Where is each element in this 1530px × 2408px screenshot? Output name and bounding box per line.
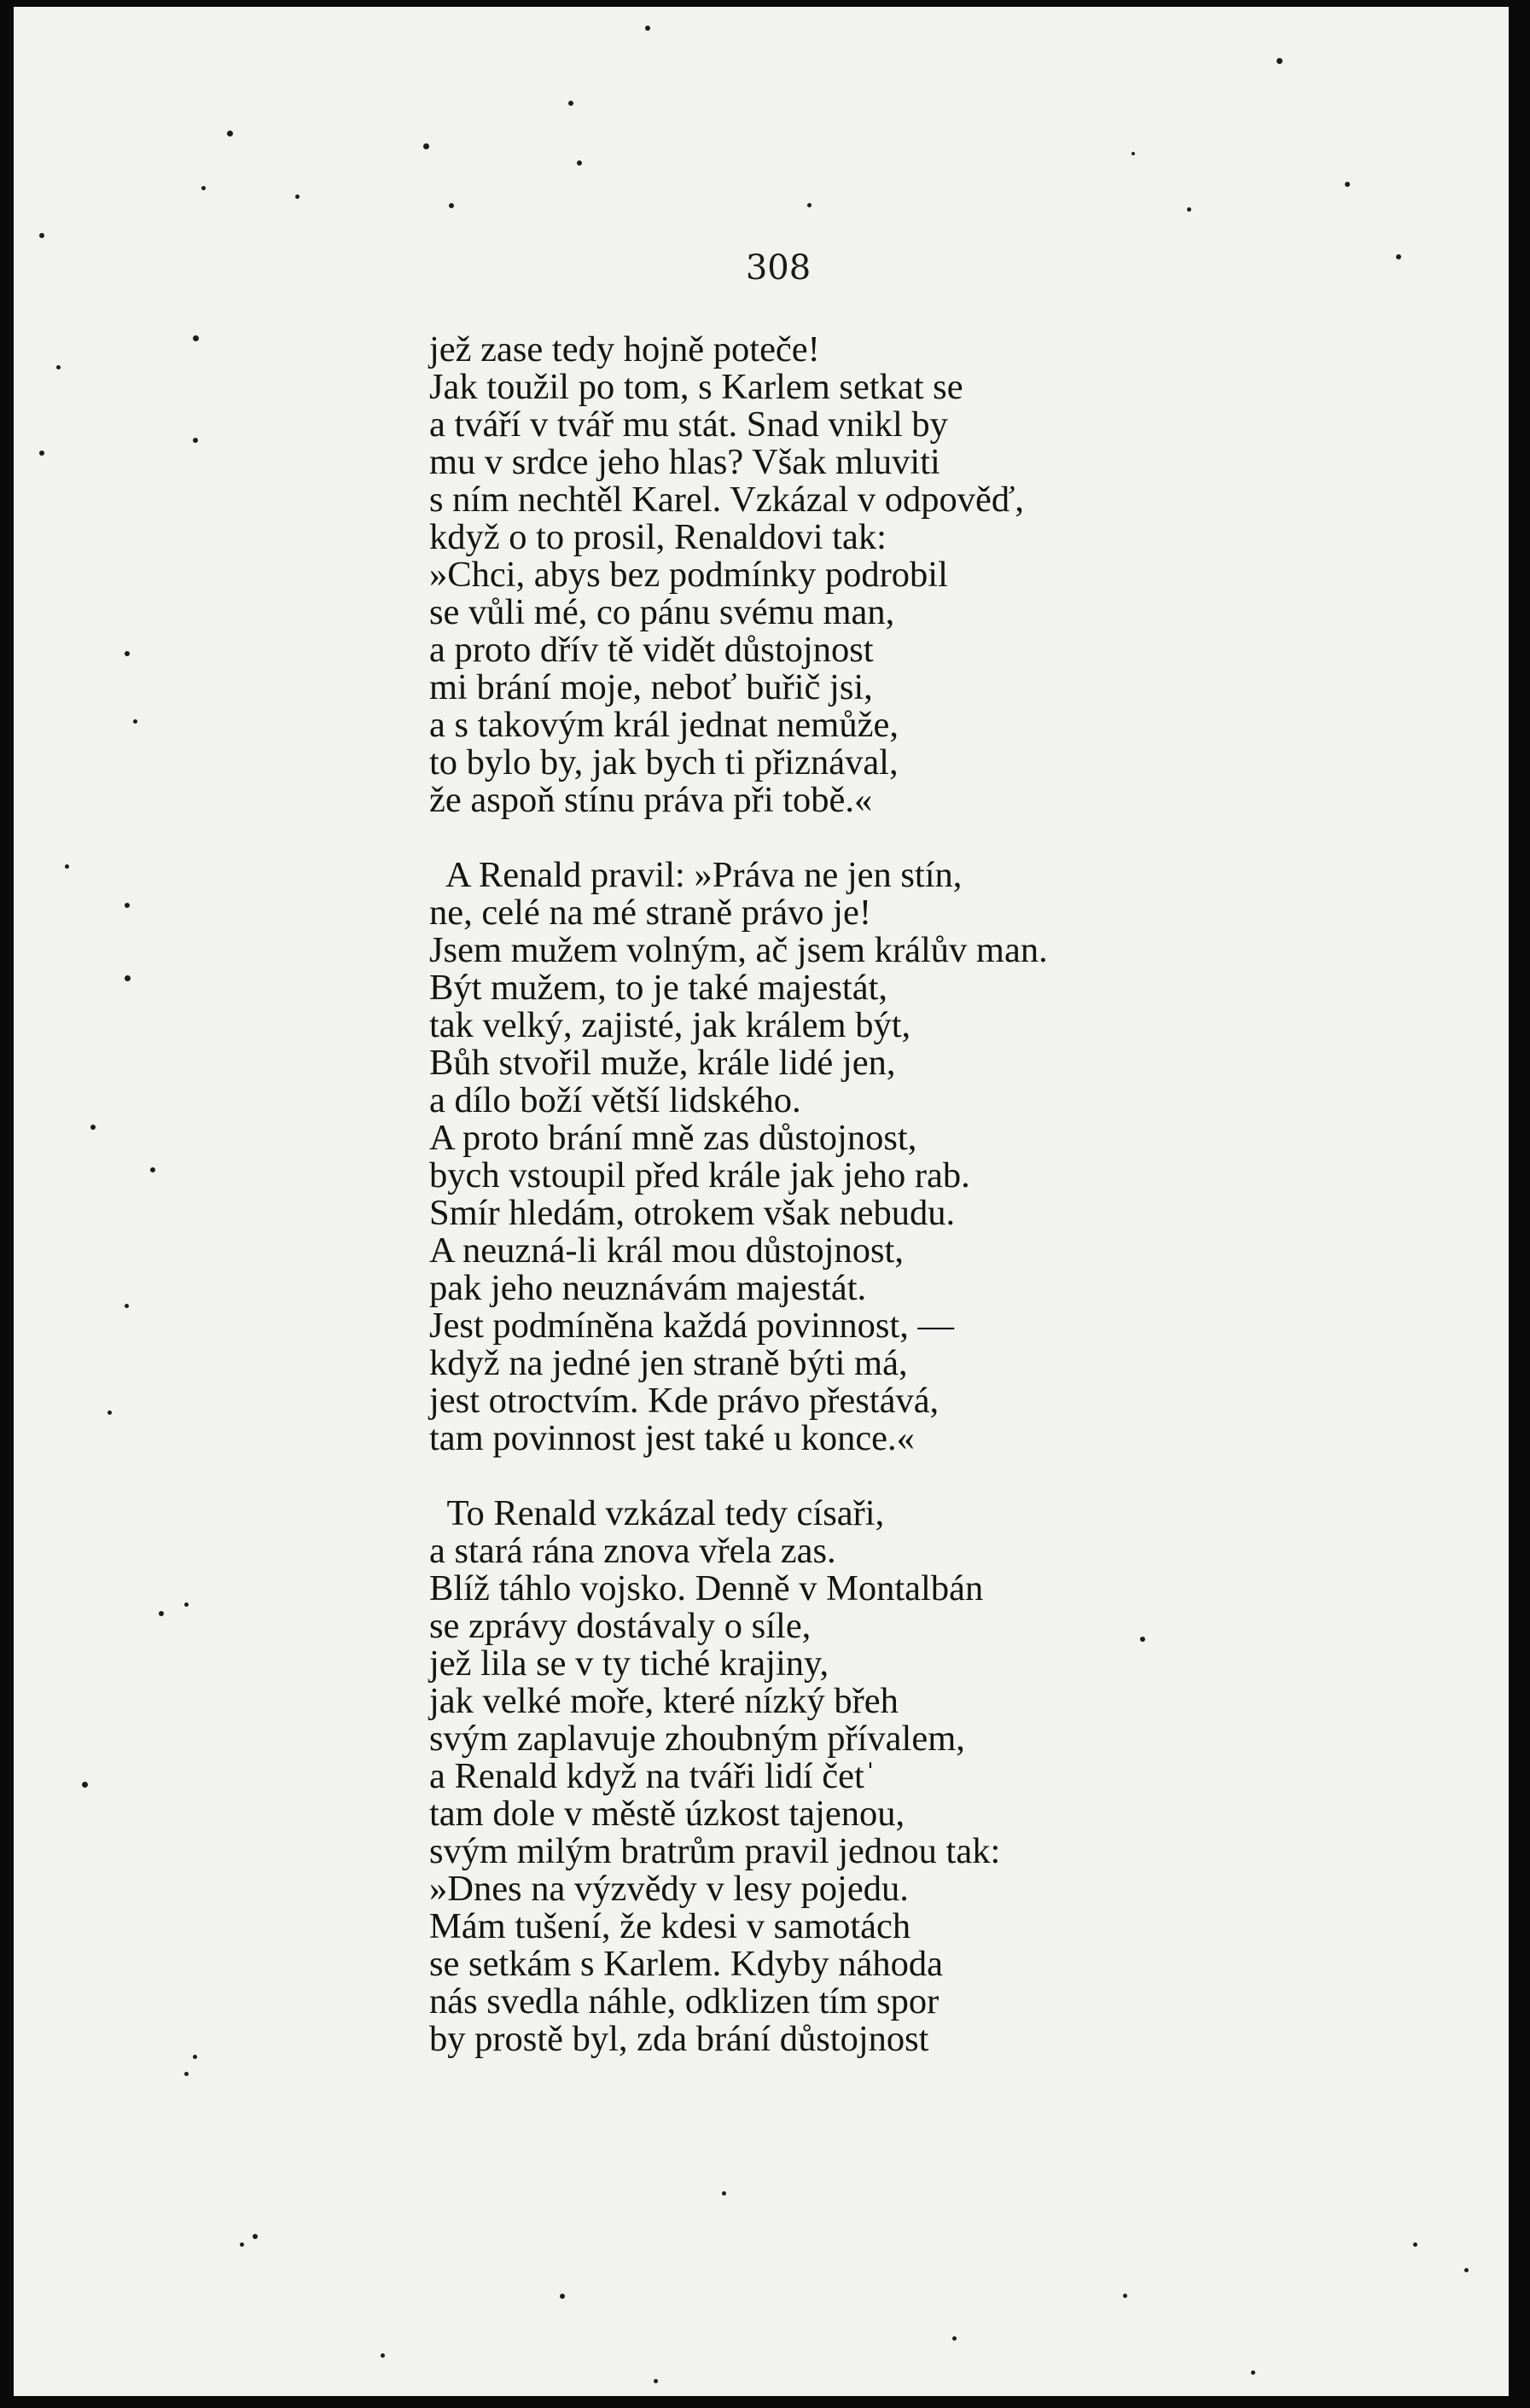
poem-line: A Renald pravil: »Práva ne jen stín, bbox=[429, 855, 963, 895]
poem-line: Jak toužil po tom, s Karlem setkat se bbox=[429, 367, 963, 407]
poem-line: nás svedla náhle, odklizen tím spor bbox=[429, 1981, 940, 2021]
poem-line: že aspoň stínu práva při tobě.« bbox=[429, 780, 873, 820]
poem-line: Jest podmíněna každá povinnost, — bbox=[429, 1306, 954, 1346]
scan-speck bbox=[1396, 254, 1401, 259]
poem-line: tam dole v městě úzkost tajenou, bbox=[429, 1794, 905, 1834]
scan-speck bbox=[125, 651, 130, 656]
scan-speck bbox=[1251, 2370, 1255, 2375]
poem-line: A proto brání mně zas důstojnost, bbox=[429, 1118, 917, 1158]
poem-line: mu v srdce jeho hlas? Však mluviti bbox=[429, 442, 940, 482]
scan-speck bbox=[125, 975, 131, 981]
poem-line: tak velký, zajisté, jak králem být, bbox=[429, 1005, 911, 1045]
poem-line: svým zaplavuje zhoubným přívalem, bbox=[429, 1719, 965, 1759]
scan-speck bbox=[65, 864, 69, 869]
poem-line: jak velké moře, které nízký břeh bbox=[429, 1681, 899, 1721]
poem-line: když o to prosil, Renaldovi tak: bbox=[429, 517, 887, 557]
poem-line: se zprávy dostávaly o síle, bbox=[429, 1606, 812, 1646]
poem-line: Smír hledám, otrokem však nebudu. bbox=[429, 1193, 956, 1233]
scan-speck bbox=[108, 1410, 112, 1415]
poem-line: a proto dřív tě vidět důstojnost bbox=[429, 630, 874, 670]
stanza bbox=[429, 857, 1496, 1457]
scan-speck bbox=[645, 26, 650, 31]
scan-speck bbox=[722, 2191, 726, 2196]
scan-speck bbox=[240, 2242, 244, 2247]
poem-line: Mám tušení, že kdesi v samotách bbox=[429, 1906, 911, 1946]
poem-line: ne, celé na mé straně právo je! bbox=[429, 893, 871, 933]
poem-line: a stará rána znova vřela zas. bbox=[429, 1531, 836, 1571]
scan-speck bbox=[193, 438, 198, 443]
poem-line: Být mužem, to je také majestát, bbox=[429, 968, 887, 1008]
poem-line: mi brání moje, neboť buřič jsi, bbox=[429, 667, 873, 707]
scan-speck bbox=[39, 451, 44, 456]
poem-line: když na jedné jen straně býti má, bbox=[429, 1343, 908, 1383]
scan-speck bbox=[381, 2353, 385, 2358]
poem-line: A neuzná-li král mou důstojnost, bbox=[429, 1230, 904, 1271]
scan-speck bbox=[253, 2234, 258, 2239]
scan-speck bbox=[159, 1611, 164, 1616]
stanza bbox=[429, 331, 1496, 819]
scan-speck bbox=[577, 160, 582, 166]
scan-speck bbox=[184, 2072, 189, 2076]
scan-speck bbox=[227, 131, 233, 137]
scan-speck bbox=[568, 101, 573, 106]
scan-speck bbox=[125, 903, 130, 908]
poem-line: Bůh stvořil muže, krále lidé jen, bbox=[429, 1043, 896, 1083]
scan-speck bbox=[133, 719, 137, 724]
scan-speck bbox=[150, 1167, 155, 1172]
stanza bbox=[429, 1495, 1496, 2058]
book-page bbox=[14, 7, 1509, 2396]
poem-line: »Chci, abys bez podmínky podrobil bbox=[429, 555, 948, 595]
poem-text bbox=[429, 331, 1496, 2096]
scan-speck bbox=[1187, 207, 1191, 212]
poem-line: se vůli mé, co pánu svému man, bbox=[429, 592, 895, 632]
poem-line: a tváří v tvář mu stát. Snad vnikl by bbox=[429, 404, 948, 445]
scan-speck bbox=[1345, 182, 1350, 187]
scan-speck bbox=[1464, 2268, 1469, 2272]
scan-speck bbox=[560, 2294, 565, 2299]
poem-line: pak jeho neuznávám majestát. bbox=[429, 1268, 867, 1308]
poem-line: jež zase tedy hojně poteče! bbox=[429, 329, 820, 369]
scan-speck bbox=[654, 2379, 658, 2383]
poem-line: jež lila se v ty tiché krajiny, bbox=[429, 1643, 829, 1684]
poem-line: a Renald když na tváři lidí četˈ bbox=[429, 1756, 876, 1796]
scan-speck bbox=[952, 2336, 957, 2341]
poem-line: svým milým bratrům pravil jednou tak: bbox=[429, 1831, 1001, 1871]
poem-line: Jsem mužem volným, ač jsem králův man. bbox=[429, 930, 1048, 970]
scan-speck bbox=[295, 195, 300, 199]
scan-speck bbox=[39, 233, 44, 238]
scan-speck bbox=[1277, 58, 1283, 64]
scan-speck bbox=[449, 203, 454, 208]
poem-line: to bylo by, jak bych ti přiznával, bbox=[429, 742, 899, 782]
scan-speck bbox=[56, 365, 61, 369]
scan-speck bbox=[1413, 2242, 1417, 2247]
poem-line: se setkám s Karlem. Kdyby náhoda bbox=[429, 1944, 943, 1984]
poem-line: by prostě byl, zda brání důstojnost bbox=[429, 2019, 929, 2059]
scan-speck bbox=[1132, 152, 1135, 155]
page-number: 308 bbox=[745, 248, 812, 288]
poem-line: a s takovým král jednat nemůže, bbox=[429, 705, 899, 745]
scan-speck bbox=[1123, 2294, 1127, 2298]
poem-line: bych vstoupil před krále jak jeho rab. bbox=[429, 1155, 970, 1195]
scan-speck bbox=[193, 2055, 197, 2059]
poem-line: a dílo boží větší lidského. bbox=[429, 1080, 801, 1120]
scan-speck bbox=[193, 335, 199, 341]
scan-speck bbox=[184, 1602, 189, 1607]
poem-line: tam povinnost jest také u konce.« bbox=[429, 1418, 915, 1458]
scan-speck bbox=[90, 1125, 96, 1130]
poem-line: Blíž táhlo vojsko. Denně v Montalbán bbox=[429, 1568, 984, 1608]
scan-speck bbox=[423, 143, 429, 149]
poem-line: To Renald vzkázal tedy císaři, bbox=[429, 1493, 885, 1533]
poem-line: »Dnes na výzvědy v lesy pojedu. bbox=[429, 1869, 909, 1909]
poem-line: s ním nechtěl Karel. Vzkázal v odpověď, bbox=[429, 480, 1025, 520]
scan-speck bbox=[82, 1782, 88, 1788]
scan-speck bbox=[125, 1304, 129, 1308]
poem-line: jest otroctvím. Kde právo přestává, bbox=[429, 1381, 940, 1421]
scan-speck bbox=[1140, 1637, 1145, 1642]
scan-speck bbox=[201, 186, 206, 190]
scan-speck bbox=[807, 203, 812, 207]
